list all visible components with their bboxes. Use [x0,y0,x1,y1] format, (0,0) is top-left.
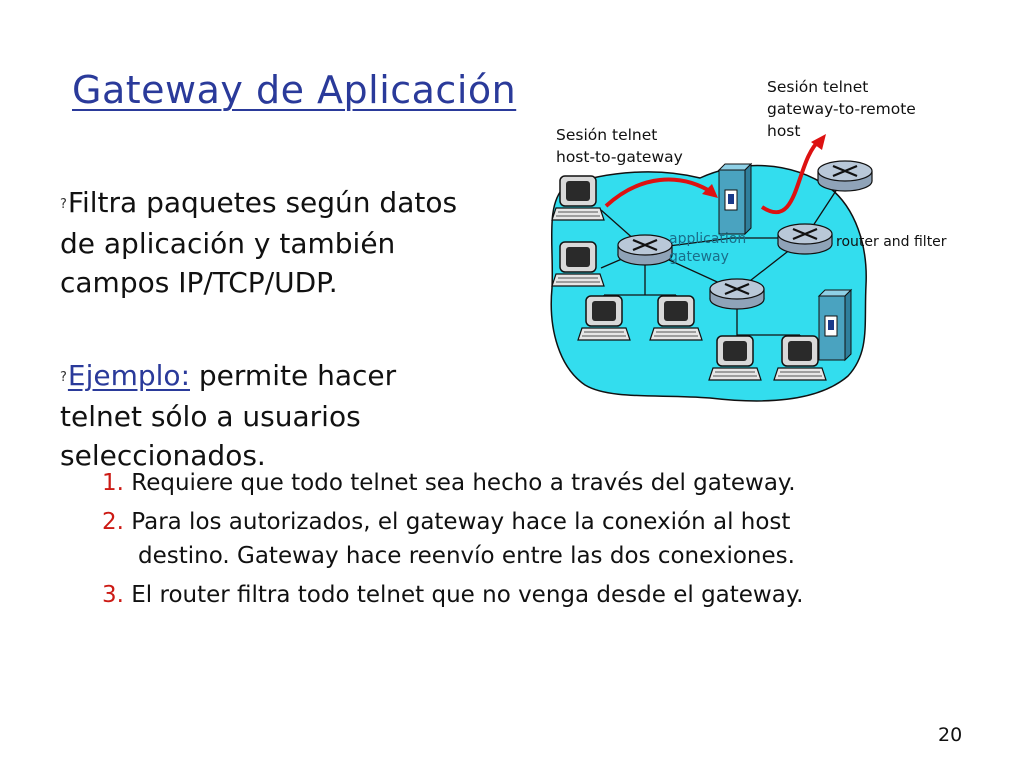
host-pc-icon [552,242,604,286]
page-number: 20 [938,724,963,746]
step-text: Requiere que todo telnet sea hecho a través del gateway. [123,470,796,496]
label-line: Sesión telnet [767,78,869,96]
bullet-marker-icon: ? [60,196,67,212]
router-filter-icon [778,224,832,254]
label-line: host-to-gateway [556,148,683,166]
label-line: Sesión telnet [556,126,658,144]
host-session-label [556,124,683,168]
router-filter-label: router and filter [836,234,947,250]
host-pc-icon [709,336,761,380]
bullet-example-text: permite hacer telnet sólo a usuarios seleccionados. [60,359,397,472]
host-pc-icon [552,176,604,220]
host-pc-icon [650,296,702,340]
example-highlight: Ejemplo: [67,359,190,392]
application-gateway-label [669,230,746,266]
application-gateway-server-icon [719,164,751,234]
bullet-marker-icon: ? [60,369,67,385]
label-line: gateway-to-remote [767,100,916,118]
router-icon [710,279,764,309]
label-line: gateway [669,249,729,265]
label-line: host [767,122,801,140]
step-text: Para los autorizados, el gateway hace la conexión al host [123,509,791,535]
server-icon [819,290,851,360]
host-pc-icon [774,336,826,380]
bullet-filter-text: Filtra paquetes según datos de aplicación y también campos IP/TCP/UDP. [60,186,458,299]
router-icon [618,235,672,265]
step-text: El router filtra todo telnet que no venga desde el gateway. [123,582,804,608]
step-number: 1. [102,470,124,496]
slide-title: Gateway de Aplicación [72,68,517,112]
step-continuation: destino. Gateway hace reenvío entre las dos conexiones. [138,543,795,569]
remote-session-label [767,76,916,142]
router-icon [818,161,872,191]
label-line: application [669,231,747,247]
host-pc-icon [578,296,630,340]
step-number: 2. [102,509,124,535]
step-number: 3. [102,582,124,608]
